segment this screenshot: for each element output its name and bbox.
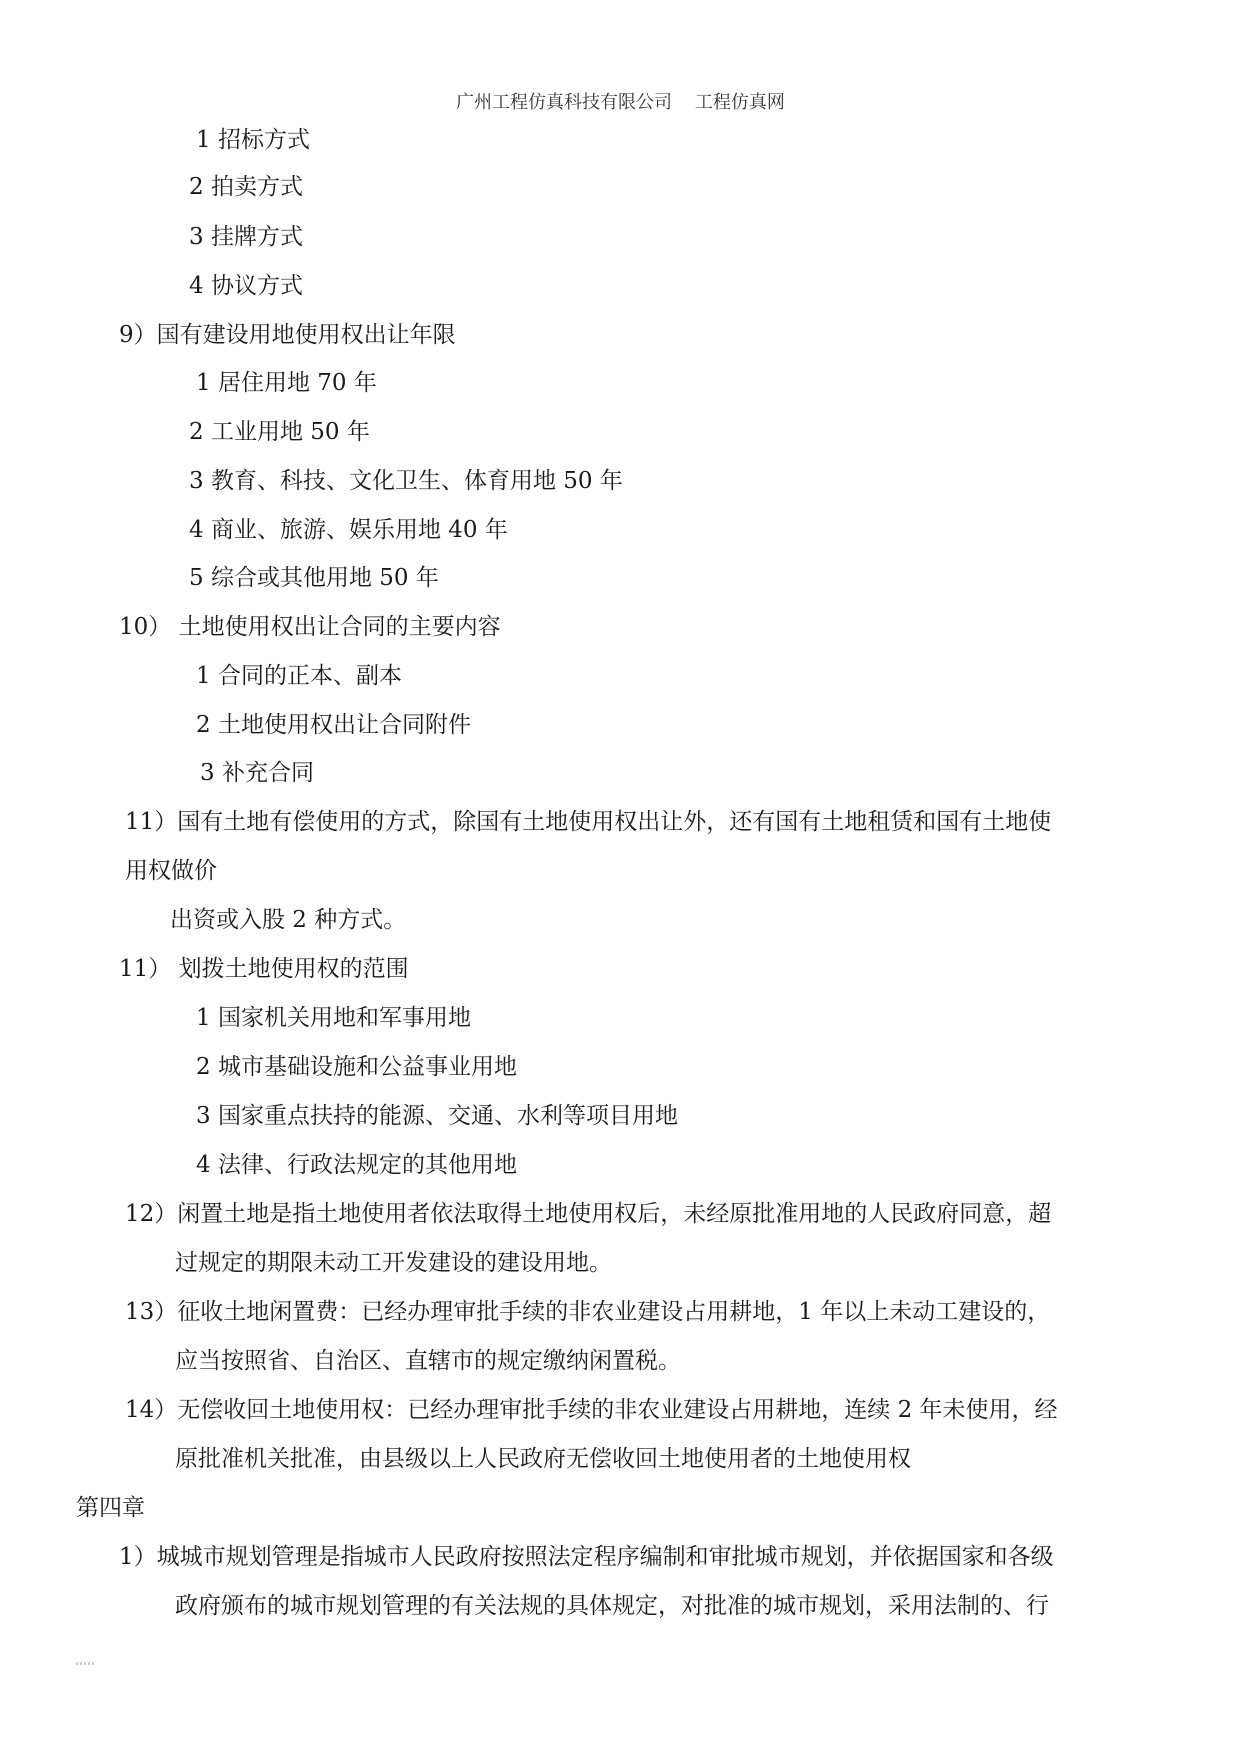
text-line: 1 居住用地 70 年 — [196, 370, 377, 396]
text-line: 2 土地使用权出让合同附件 — [196, 712, 471, 738]
text-line: 出资或入股 2 种方式。 — [170, 907, 407, 933]
text-line: 1 国家机关用地和军事用地 — [196, 1005, 471, 1031]
text-line: 1）城城市规划管理是指城市人民政府按照法定程序编制和审批城市规划，并依据国家和各级 — [119, 1544, 1054, 1570]
text-line: 过规定的期限未动工开发建设的建设用地。 — [175, 1250, 612, 1276]
text-line: 13）征收土地闲置费：已经办理审批手续的非农业建设占用耕地，1 年以上未动工建设的， — [125, 1299, 1051, 1325]
text-line: 2 城市基础设施和公益事业用地 — [196, 1054, 517, 1080]
text-line: 9）国有建设用地使用权出让年限 — [119, 322, 456, 348]
text-line: 4 协议方式 — [189, 273, 303, 299]
text-line: 用权做价 — [125, 858, 217, 884]
text-line: 2 工业用地 50 年 — [189, 419, 370, 445]
chapter-heading: 第四章 — [76, 1495, 145, 1521]
text-line: 12）闲置土地是指土地使用者依法取得土地使用权后，未经原批准用地的人民政府同意，超 — [125, 1201, 1052, 1227]
text-line: 5 综合或其他用地 50 年 — [189, 565, 439, 591]
text-line: 3 挂牌方式 — [189, 224, 303, 250]
text-line: 2 拍卖方式 — [189, 174, 303, 200]
footer-mark — [76, 1662, 94, 1665]
text-line: 3 补充合同 — [200, 760, 314, 786]
text-line: 政府颁布的城市规划管理的有关法规的具体规定，对批准的城市规划，采用法制的、行 — [175, 1593, 1049, 1619]
text-line: 14）无偿收回土地使用权：已经办理审批手续的非农业建设占用耕地，连续 2 年未使用，经 — [125, 1397, 1058, 1423]
text-line: 4 法律、行政法规定的其他用地 — [196, 1152, 517, 1178]
text-line: 4 商业、旅游、娱乐用地 40 年 — [189, 517, 508, 543]
page-header: 广州工程仿真科技有限公司 工程仿真网 — [456, 92, 785, 113]
text-line: 11）国有土地有偿使用的方式，除国有土地使用权出让外，还有国有土地租赁和国有土地使 — [125, 809, 1052, 835]
text-line: 1 合同的正本、副本 — [196, 663, 402, 689]
text-line: 11） 划拨土地使用权的范围 — [119, 956, 409, 982]
text-line: 1 招标方式 — [196, 127, 310, 153]
text-line: 10） 土地使用权出让合同的主要内容 — [119, 614, 501, 640]
text-line: 3 国家重点扶持的能源、交通、水利等项目用地 — [196, 1103, 678, 1129]
text-line: 3 教育、科技、文化卫生、体育用地 50 年 — [189, 468, 623, 494]
text-line: 原批准机关批准，由县级以上人民政府无偿收回土地使用者的土地使用权 — [175, 1446, 911, 1472]
text-line: 应当按照省、自治区、直辖市的规定缴纳闲置税。 — [175, 1348, 681, 1374]
